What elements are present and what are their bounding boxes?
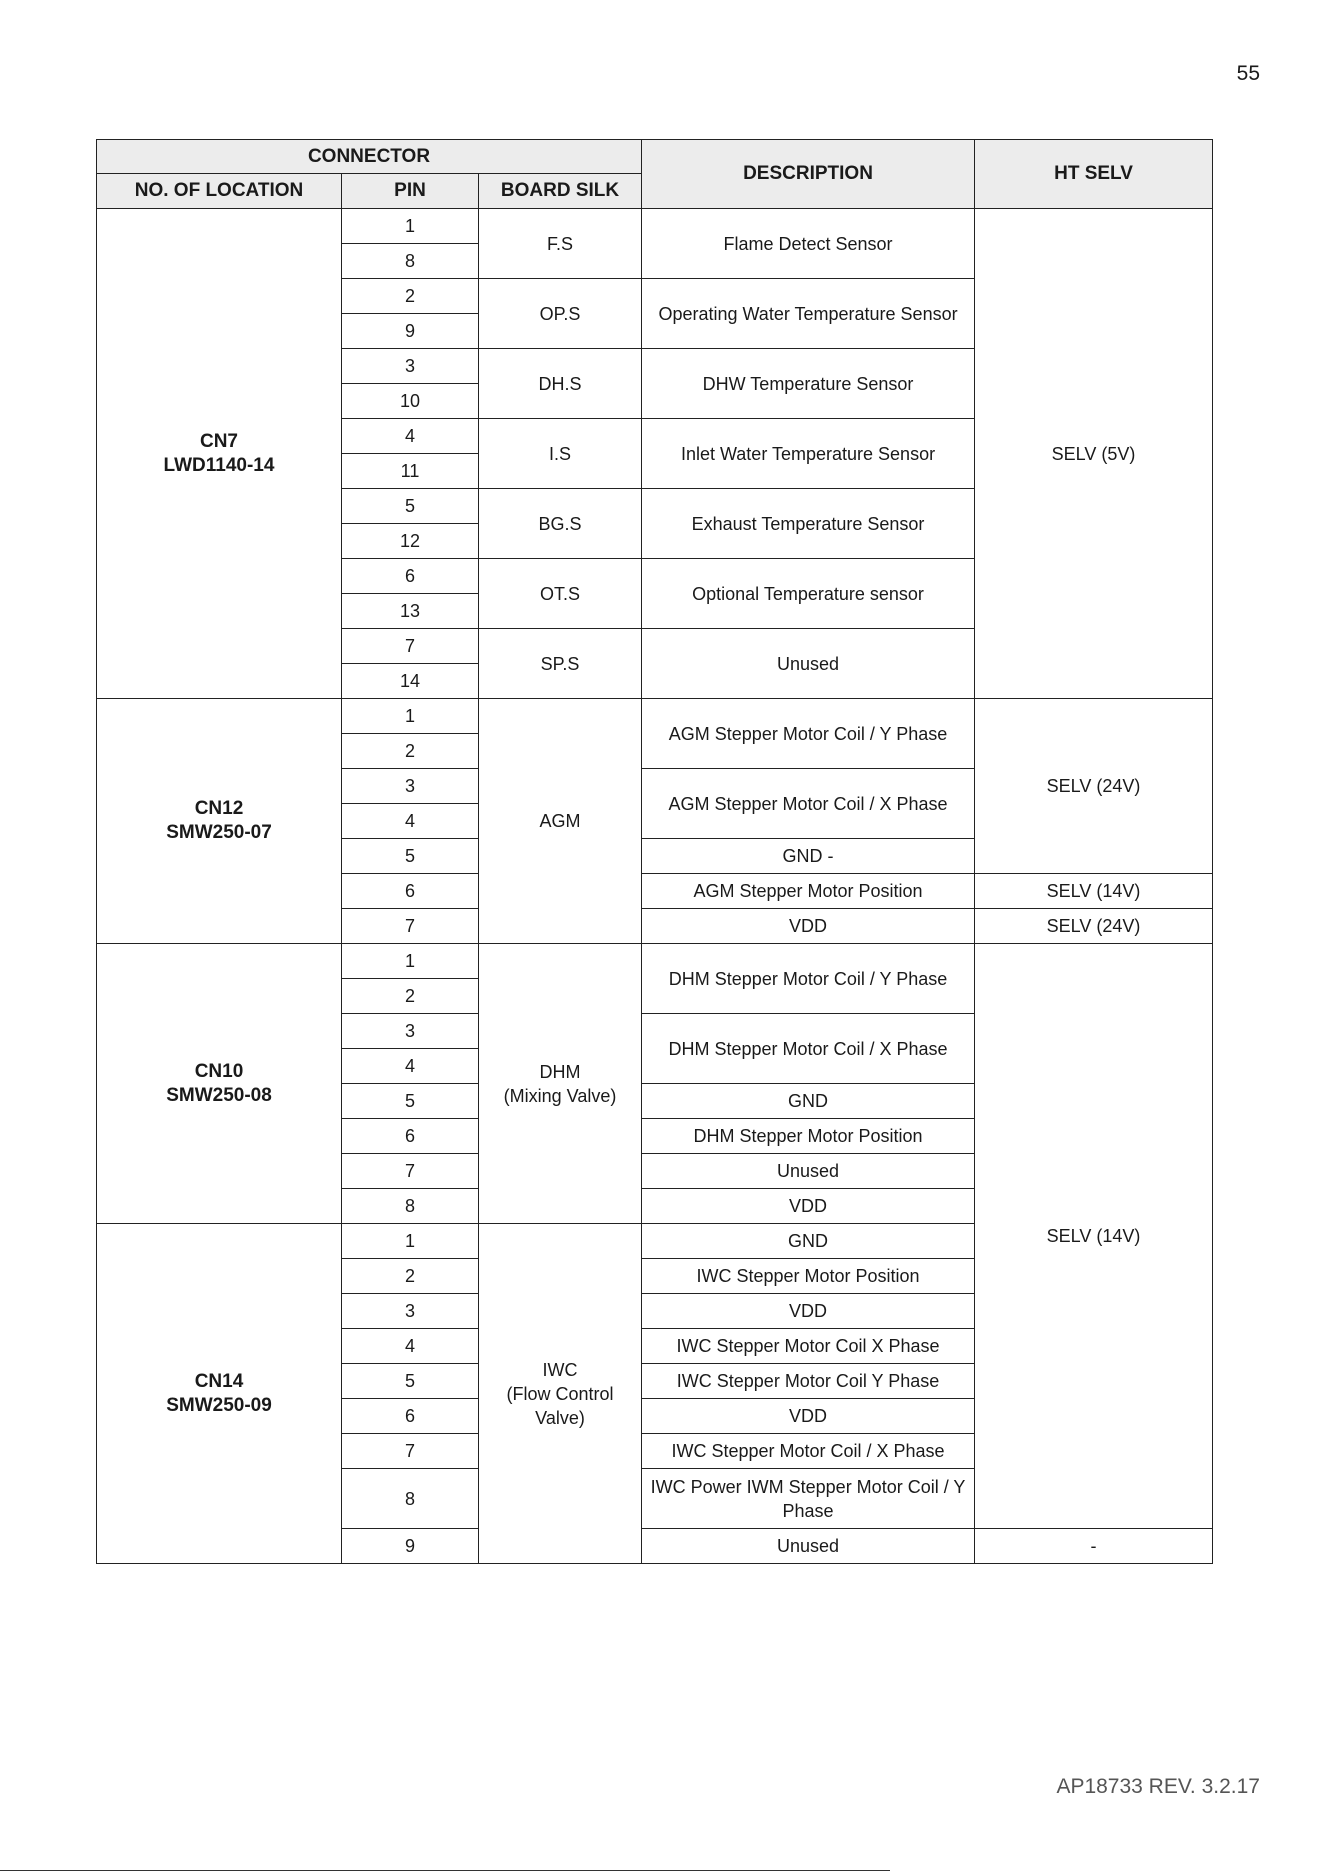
pin-cell: 6 <box>342 874 479 909</box>
description-cell: GND - <box>642 839 975 874</box>
pin-cell: 7 <box>342 909 479 944</box>
board-silk-cell: BG.S <box>479 489 642 559</box>
ht-selv-header: HT SELV <box>975 140 1213 209</box>
table-body <box>97 209 1213 1564</box>
description-cell: IWC Stepper Motor Coil / X Phase <box>642 1434 975 1469</box>
document-reference: AP18733 REV. 3.2.17 <box>1056 1775 1260 1798</box>
pin-cell: 3 <box>342 1014 479 1049</box>
location-header: NO. OF LOCATION <box>97 174 342 209</box>
pin-cell: 8 <box>342 1469 479 1529</box>
description-cell: AGM Stepper Motor Coil / X Phase <box>642 769 975 839</box>
location-cell: CN10 SMW250-08 <box>97 944 342 1224</box>
pin-cell: 5 <box>342 1364 479 1399</box>
connector-header: CONNECTOR <box>97 140 642 174</box>
location-cell: CN7 LWD1140-14 <box>97 209 342 699</box>
description-cell: VDD <box>642 1399 975 1434</box>
board-silk-cell: OP.S <box>479 279 642 349</box>
pin-cell: 5 <box>342 839 479 874</box>
pin-cell: 9 <box>342 1529 479 1564</box>
ht-selv-cell: SELV (24V) <box>975 699 1213 874</box>
description-cell: VDD <box>642 1294 975 1329</box>
pin-cell: 7 <box>342 1154 479 1189</box>
pin-cell: 2 <box>342 734 479 769</box>
pin-cell: 4 <box>342 804 479 839</box>
board-silk-cell: I.S <box>479 419 642 489</box>
bottom-rule <box>0 1870 890 1871</box>
board-silk-header: BOARD SILK <box>479 174 642 209</box>
pin-cell: 11 <box>342 454 479 489</box>
description-cell: DHM Stepper Motor Coil / X Phase <box>642 1014 975 1084</box>
description-cell: Unused <box>642 1154 975 1189</box>
pin-cell: 8 <box>342 1189 479 1224</box>
pin-cell: 3 <box>342 349 479 384</box>
description-cell: DHM Stepper Motor Position <box>642 1119 975 1154</box>
pin-cell: 4 <box>342 1049 479 1084</box>
description-cell: Unused <box>642 1529 975 1564</box>
ht-selv-cell: SELV (14V) <box>975 944 1213 1529</box>
table-row <box>97 944 1213 979</box>
pin-cell: 9 <box>342 314 479 349</box>
description-cell: IWC Power IWM Stepper Motor Coil / Y Phase <box>642 1469 975 1529</box>
pin-cell: 4 <box>342 1329 479 1364</box>
pin-cell: 14 <box>342 664 479 699</box>
ht-selv-cell: SELV (5V) <box>975 209 1213 699</box>
pin-cell: 5 <box>342 1084 479 1119</box>
description-cell: Operating Water Temperature Sensor <box>642 279 975 349</box>
description-cell: GND <box>642 1224 975 1259</box>
ht-selv-cell: SELV (24V) <box>975 909 1213 944</box>
page-number: 55 <box>1236 62 1260 85</box>
description-cell: Inlet Water Temperature Sensor <box>642 419 975 489</box>
pin-cell: 1 <box>342 699 479 734</box>
pin-cell: 12 <box>342 524 479 559</box>
description-cell: VDD <box>642 1189 975 1224</box>
pin-cell: 2 <box>342 279 479 314</box>
pin-cell: 2 <box>342 1259 479 1294</box>
description-cell: IWC Stepper Motor Position <box>642 1259 975 1294</box>
pin-cell: 3 <box>342 1294 479 1329</box>
board-silk-cell: DH.S <box>479 349 642 419</box>
board-silk-cell: F.S <box>479 209 642 279</box>
board-silk-cell: DHM (Mixing Valve) <box>479 944 642 1224</box>
description-cell: GND <box>642 1084 975 1119</box>
pin-cell: 6 <box>342 1119 479 1154</box>
pin-cell: 7 <box>342 629 479 664</box>
description-cell: Unused <box>642 629 975 699</box>
location-cell: CN14 SMW250-09 <box>97 1224 342 1564</box>
pin-cell: 13 <box>342 594 479 629</box>
board-silk-cell: OT.S <box>479 559 642 629</box>
connector-table <box>96 139 1213 1564</box>
pin-cell: 4 <box>342 419 479 454</box>
board-silk-cell: AGM <box>479 699 642 944</box>
pin-cell: 1 <box>342 944 479 979</box>
pin-cell: 1 <box>342 209 479 244</box>
pin-cell: 10 <box>342 384 479 419</box>
description-cell: Flame Detect Sensor <box>642 209 975 279</box>
description-cell: IWC Stepper Motor Coil Y Phase <box>642 1364 975 1399</box>
pin-cell: 2 <box>342 979 479 1014</box>
table-header <box>97 140 1213 209</box>
ht-selv-cell: SELV (14V) <box>975 874 1213 909</box>
description-cell: IWC Stepper Motor Coil X Phase <box>642 1329 975 1364</box>
ht-selv-cell: - <box>975 1529 1213 1564</box>
description-cell: AGM Stepper Motor Position <box>642 874 975 909</box>
board-silk-cell: SP.S <box>479 629 642 699</box>
description-cell: AGM Stepper Motor Coil / Y Phase <box>642 699 975 769</box>
description-cell: DHW Temperature Sensor <box>642 349 975 419</box>
description-cell: VDD <box>642 909 975 944</box>
pin-cell: 5 <box>342 489 479 524</box>
pin-cell: 6 <box>342 559 479 594</box>
description-cell: Optional Temperature sensor <box>642 559 975 629</box>
pin-cell: 7 <box>342 1434 479 1469</box>
table-row <box>97 209 1213 244</box>
pin-cell: 8 <box>342 244 479 279</box>
description-header: DESCRIPTION <box>642 140 975 209</box>
table-row <box>97 699 1213 734</box>
location-cell: CN12 SMW250-07 <box>97 699 342 944</box>
pin-cell: 1 <box>342 1224 479 1259</box>
description-cell: DHM Stepper Motor Coil / Y Phase <box>642 944 975 1014</box>
description-cell: Exhaust Temperature Sensor <box>642 489 975 559</box>
pin-cell: 6 <box>342 1399 479 1434</box>
board-silk-cell: IWC (Flow Control Valve) <box>479 1224 642 1564</box>
pin-cell: 3 <box>342 769 479 804</box>
pin-header: PIN <box>342 174 479 209</box>
